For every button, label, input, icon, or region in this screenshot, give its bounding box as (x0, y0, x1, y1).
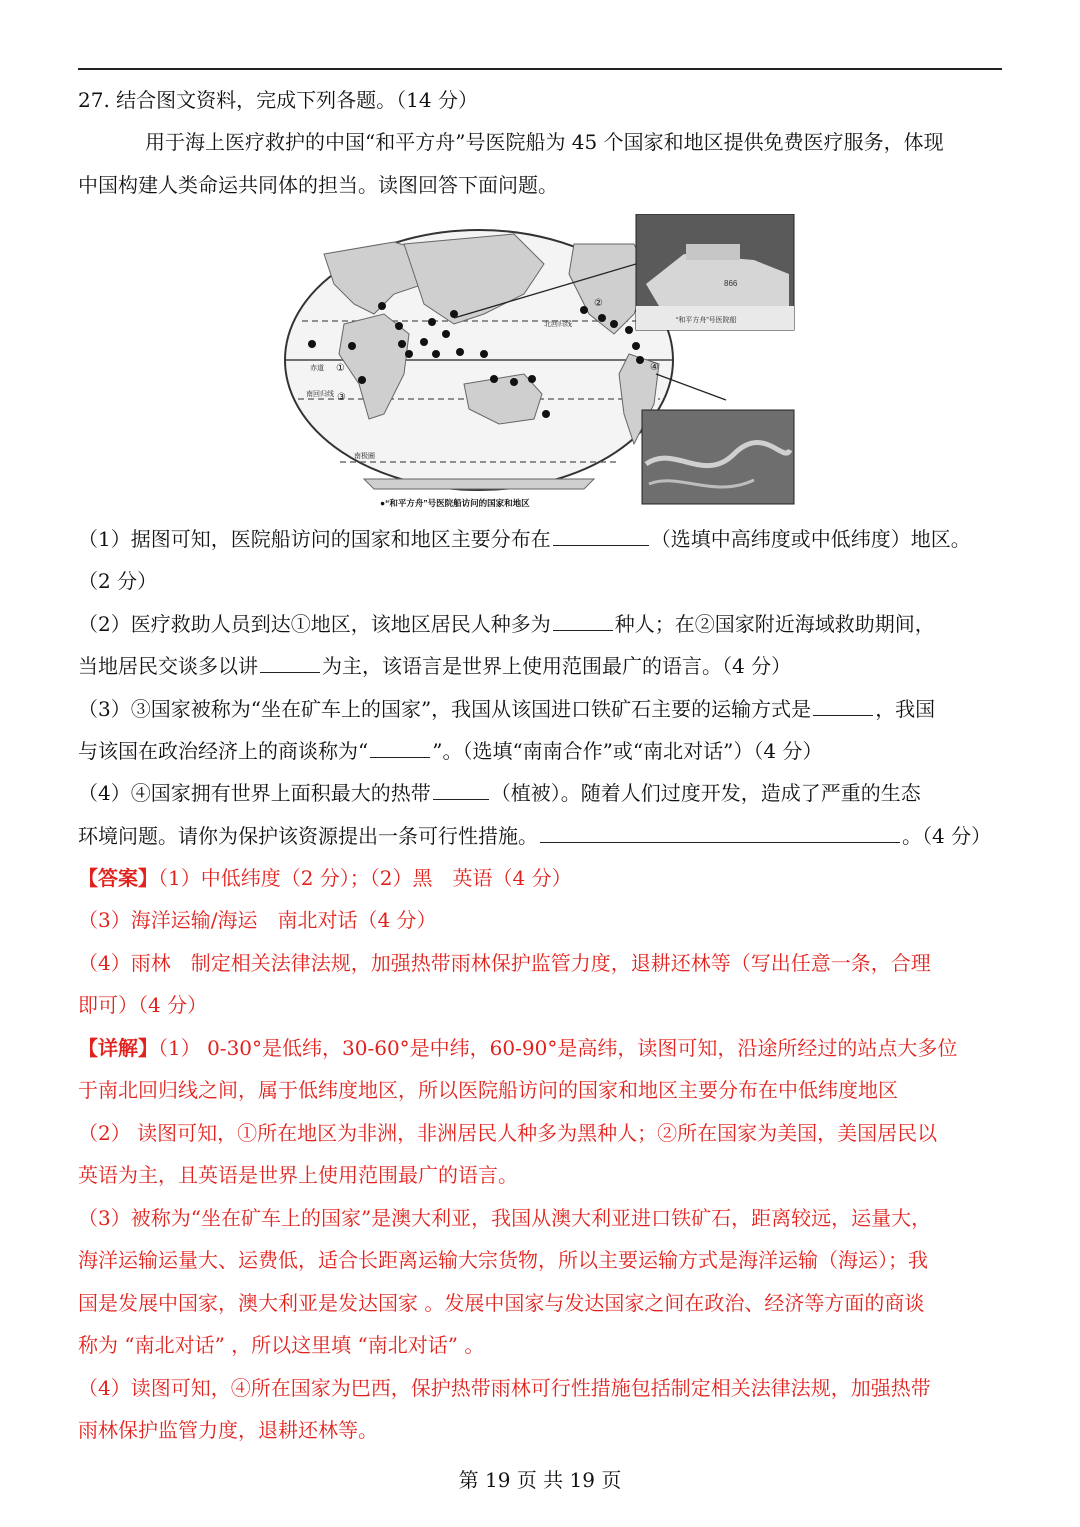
q3-text-a: （3）③国家被称为“坐在矿车上的国家”，我国从该国进口铁矿石主要的运输方式是 (78, 697, 812, 721)
answer-line-4: 即可）（4 分） (78, 993, 208, 1017)
answer-text-1: （1）中低纬度（2 分）；（2）黑 英语（4 分） (158, 866, 572, 890)
visited-point (358, 376, 366, 384)
q4-line-1 (78, 779, 1008, 807)
visited-point (428, 318, 436, 326)
visited-point (610, 320, 618, 328)
marker-3: ③ (337, 392, 346, 403)
page-footer: 第 19 页 共 19 页 (458, 1468, 622, 1492)
marker-2: ② (594, 298, 603, 309)
visited-point (432, 350, 440, 358)
visited-point (636, 356, 644, 364)
answer-line-3: （4）雨林 制定相关法律法规，加强热带雨林保护监管力度，退耕还林等（写出任意一条，合理 (78, 951, 931, 975)
q3-line-1 (78, 695, 1008, 723)
detail-line-9: （4）读图可知，④所在国家为巴西，保护热带雨林可行性措施包括制定相关法律法规，加强热带 (78, 1376, 931, 1400)
antarctica-shape (364, 479, 594, 489)
q3-blank-transport[interactable] (813, 695, 873, 716)
q2-text-d: 为主，该语言是世界上使用范围最广的语言。（4 分） (322, 654, 792, 678)
q3-blank-talks[interactable] (370, 737, 430, 758)
q2-text-a: （2）医疗救助人员到达①地区，该地区居民人种多为 (78, 612, 551, 636)
q4-text-b: （植被）。随着人们过度开发，造成了严重的生态 (490, 781, 921, 805)
q2-line-2 (78, 652, 1008, 680)
detail-line-4: 英语为主，且英语是世界上使用范围最广的语言。 (78, 1163, 518, 1187)
question-header: 27. 结合图文资料，完成下列各题。（14 分） (78, 88, 478, 112)
visited-point (398, 340, 406, 348)
q4-text-d: 。（4 分） (902, 824, 992, 848)
answer-line-2: （3）海洋运输/海运 南北对话（4 分） (78, 908, 437, 932)
visited-point (510, 378, 518, 386)
visited-point (490, 375, 498, 383)
q2-line-1 (78, 610, 1008, 638)
label-tropic-north: 北回归线 (544, 321, 572, 328)
q2-text-c: 当地居民交谈多以讲 (78, 654, 258, 678)
visited-point (632, 342, 640, 350)
visited-point (442, 330, 450, 338)
detail-text-1: （1） 0-30°是低纬，30-60°是中纬，60-90°是高纬，读图可知，沿途所经过的站点大多位 (158, 1036, 958, 1060)
intro-line-2: 中国构建人类命运共同体的担当。读图回答下面问题。 (78, 173, 558, 197)
visited-point (480, 350, 488, 358)
ship-photo-caption: “和平方舟”号医院船 (676, 317, 737, 324)
detail-tag: 【详解】 (78, 1036, 158, 1060)
visited-point (308, 340, 316, 348)
marker-4: ④ (650, 362, 659, 373)
q2-blank-race[interactable] (553, 610, 613, 631)
answer-tag: 【答案】 (78, 866, 158, 890)
q1-line-2: （2 分） (78, 569, 158, 593)
figure-caption: ●“和平方舟”号医院船访问的国家和地区 (380, 498, 530, 508)
detail-line-6: 海洋运输运量大、运费低，适合长距离运输大宗货物，所以主要运输方式是海洋运输（海运）；我 (78, 1248, 928, 1272)
q3-line-2 (78, 737, 1008, 765)
visited-point (395, 322, 403, 330)
visited-point (580, 306, 588, 314)
visited-point (528, 375, 536, 383)
q3-text-d: ”。（选填“南南合作”或“南北对话”）（4 分） (432, 739, 823, 763)
detail-line-1 (78, 1034, 1008, 1062)
visited-point (348, 342, 356, 350)
detail-line-7: 国是发展中国家，澳大利亚是发达国家 。发展中国家与发达国家之间在政治、经济等方面的商谈 (78, 1291, 925, 1315)
answer-line-1 (78, 864, 1008, 892)
q2-blank-language[interactable] (260, 652, 320, 673)
detail-line-3: （2） 读图可知，①所在地区为非洲，非洲居民人种多为黑种人；②所在国家为美国，美国居民以 (78, 1121, 938, 1145)
q4-blank-vegetation[interactable] (433, 779, 489, 800)
q1-line-1 (78, 525, 1008, 553)
ship-bridge-icon (686, 244, 740, 260)
visited-point (542, 410, 550, 418)
marker-1: ① (336, 363, 345, 374)
world-map-figure (284, 214, 796, 510)
q4-text-c: 环境问题。请你为保护该资源提出一条可行性措施。 (78, 824, 538, 848)
detail-line-5: （3）被称为“坐在矿车上的国家”是澳大利亚，我国从澳大利亚进口铁矿石，距离较远，运量大， (78, 1206, 932, 1230)
q4-text-a: （4）④国家拥有世界上面积最大的热带 (78, 781, 431, 805)
q2-text-b: 种人；在②国家附近海域救助期间， (614, 612, 935, 636)
q3-text-c: 与该国在政治经济上的商谈称为“ (78, 739, 369, 763)
q3-text-b: ，我国 (875, 697, 936, 721)
q4-line-2 (78, 822, 1008, 850)
detail-line-8: 称为 “南北对话” ，所以这里填 “南北对话” 。 (78, 1333, 485, 1357)
label-tropic-south: 南回归线 (306, 391, 334, 398)
visited-point (405, 350, 413, 358)
q1-text-a: （1）据图可知，医院船访问的国家和地区主要分布在 (78, 527, 551, 551)
intro-line-1: 用于海上医疗救护的中国“和平方舟”号医院船为 45 个国家和地区提供免费医疗服务，体现 (145, 130, 944, 154)
visited-point (378, 302, 386, 310)
visited-point (598, 314, 606, 322)
q1-text-b: （选填中高纬度或中低纬度）地区。 (650, 527, 971, 551)
q4-blank-measure[interactable] (540, 822, 900, 843)
label-equator: 赤道 (310, 365, 324, 372)
ship-number: 866 (724, 279, 738, 288)
q1-blank[interactable] (553, 525, 649, 546)
visited-point (456, 348, 464, 356)
detail-line-2: 于南北回归线之间，属于低纬度地区，所以医院船访问的国家和地区主要分布在中低纬度地区 (78, 1078, 898, 1102)
detail-line-10: 雨林保护监管力度，退耕还林等。 (78, 1418, 378, 1442)
visited-point (625, 326, 633, 334)
top-rule (78, 68, 1002, 70)
visited-point (420, 338, 428, 346)
label-antarctic-circle: 南极圈 (354, 453, 375, 460)
